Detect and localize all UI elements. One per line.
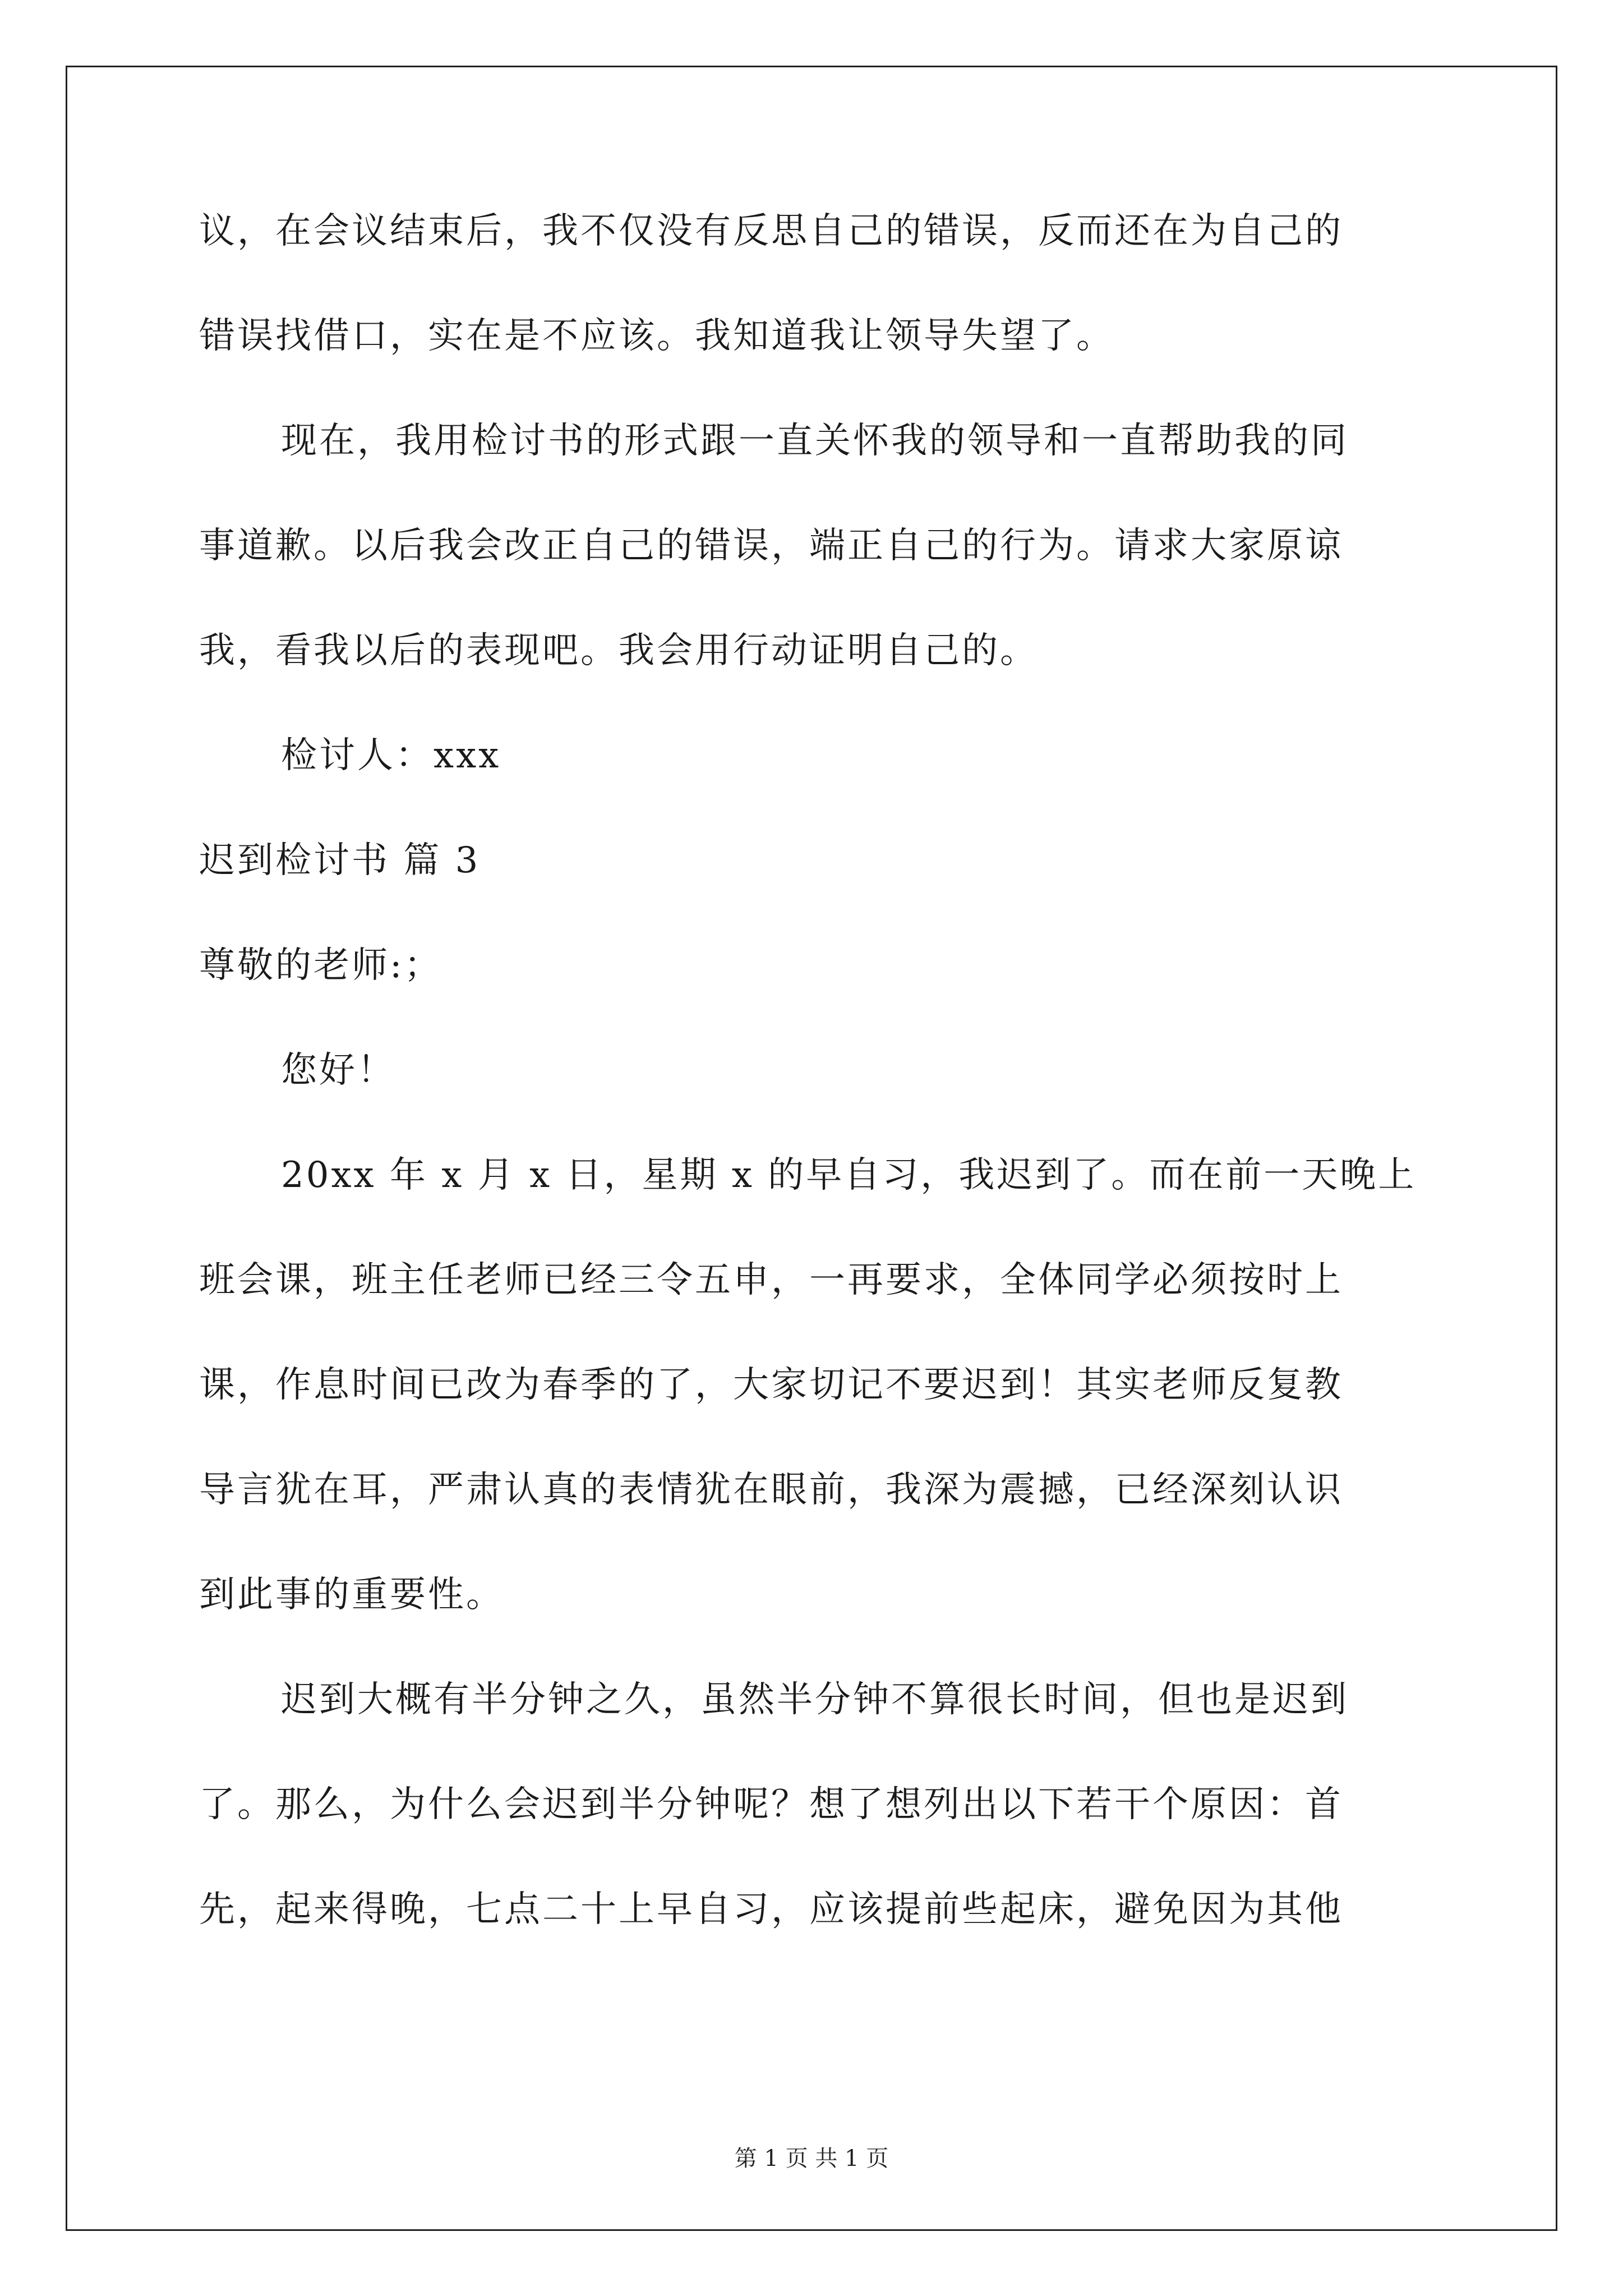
- text-line: 班会课，班主任老师已经三令五申，一再要求，全体同学必须按时上: [199, 1259, 1343, 1301]
- text-line: 了。那么，为什么会迟到半分钟呢？想了想列出以下若干个原因：首: [199, 1784, 1343, 1825]
- signature-line: 检讨人：xxx: [281, 735, 501, 776]
- salutation: 尊敬的老师:；: [199, 945, 442, 986]
- text-line: 导言犹在耳，严肃认真的表情犹在眼前，我深为震撼，已经深刻认识: [199, 1469, 1343, 1511]
- text-line: 错误找借口，实在是不应该。我知道我让领导失望了。: [199, 315, 1114, 357]
- text-line: 议，在会议结束后，我不仅没有反思自己的错误，反而还在为自己的: [199, 210, 1343, 252]
- text-line: 现在，我用检讨书的形式跟一直关怀我的领导和一直帮助我的同: [281, 420, 1349, 462]
- section-heading: 迟到检讨书 篇 3: [199, 840, 481, 881]
- greeting: 您好！: [281, 1050, 395, 1091]
- text-line: 课，作息时间已改为春季的了，大家切记不要迟到！其实老师反复教: [199, 1364, 1343, 1406]
- text-line: 事道歉。以后我会改正自己的错误，端正自己的行为。请求大家原谅: [199, 525, 1343, 567]
- text-line: 迟到大概有半分钟之久，虽然半分钟不算很长时间，但也是迟到: [281, 1679, 1349, 1720]
- text-line: 到此事的重要性。: [199, 1574, 504, 1616]
- page-footer: 第 1 页 共 1 页: [734, 2146, 889, 2171]
- text-line: 20xx 年 x 月 x 日，星期 x 的早自习，我迟到了。而在前一天晚上: [281, 1154, 1417, 1196]
- text-line: 我，看我以后的表现吧。我会用行动证明自己的。: [199, 630, 1038, 671]
- text-line: 先，起来得晚，七点二十上早自习，应该提前些起床，避免因为其他: [199, 1889, 1343, 1930]
- document-body: [199, 210, 1427, 1996]
